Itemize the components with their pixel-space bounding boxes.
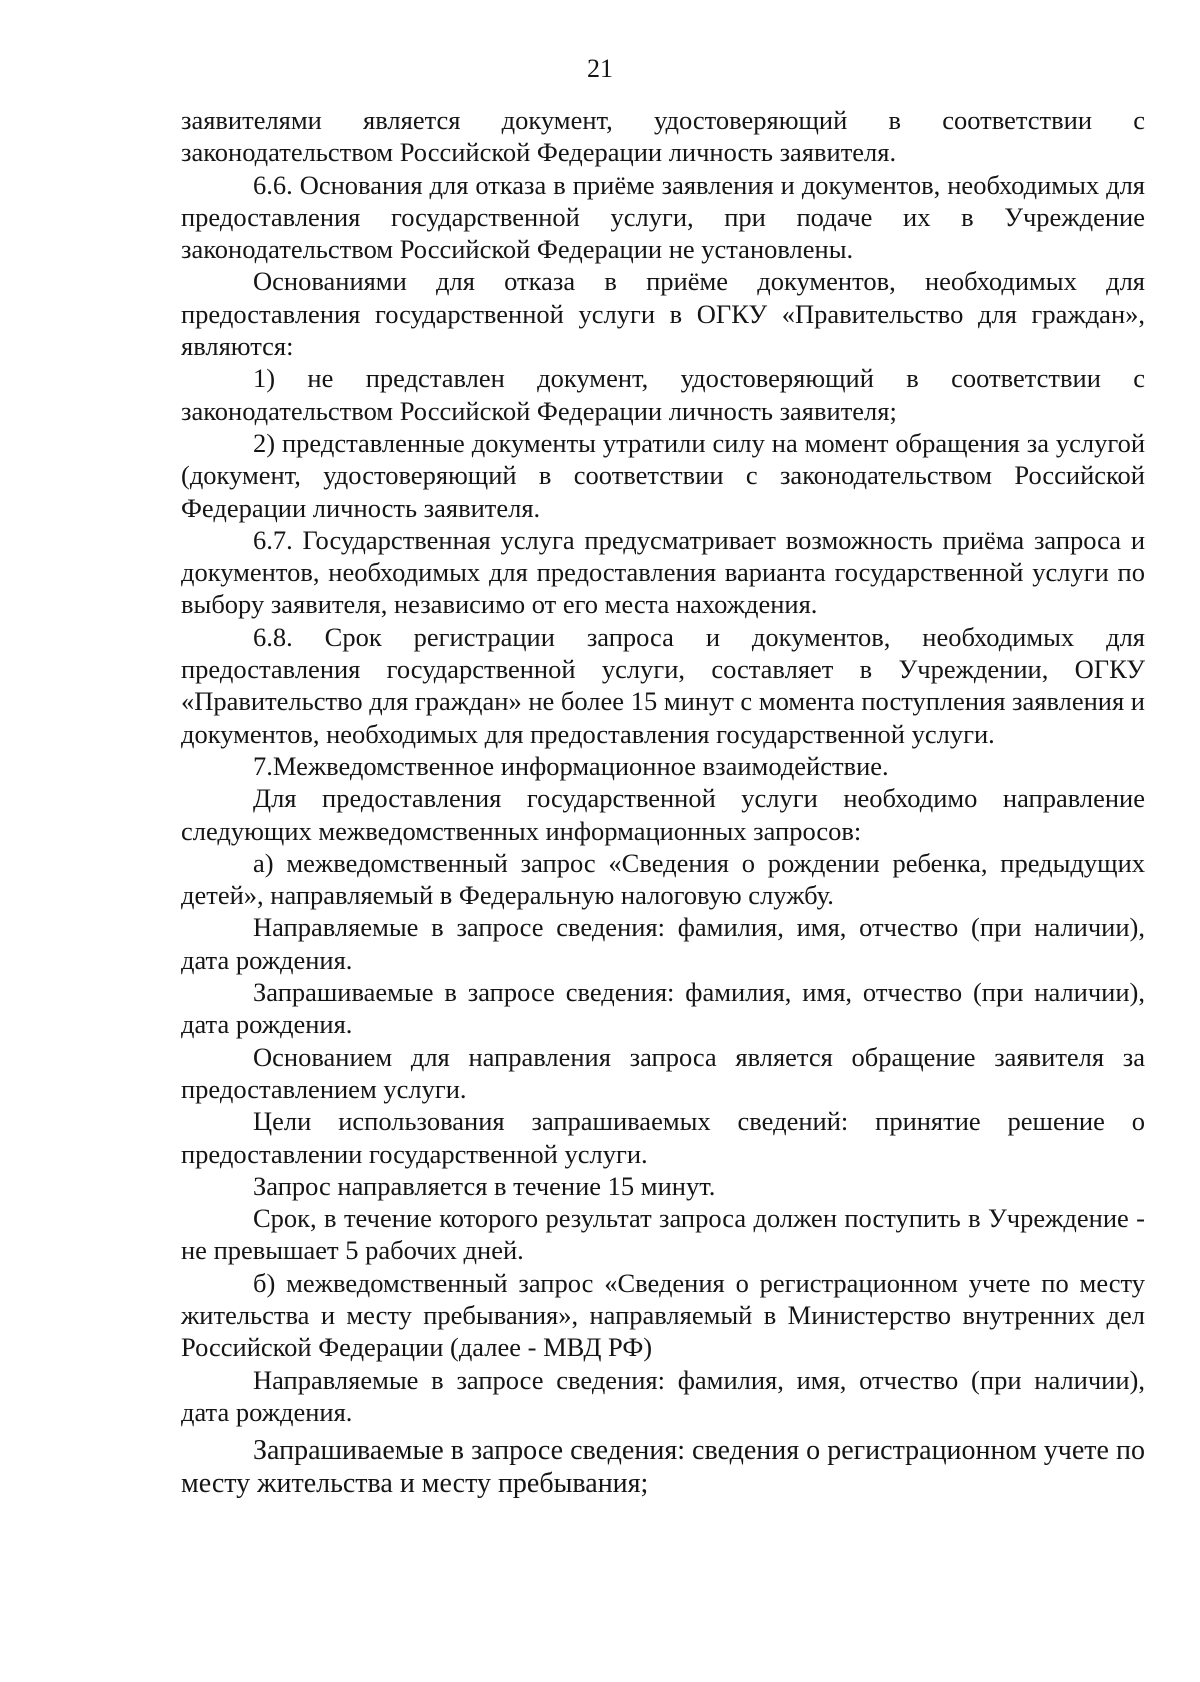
paragraph: 6.7. Государственная услуга предусматривает возможность приёма запроса и документов, необходимых для предоставления варианта государственной услуги по выбору заявителя, независимо от его места нахождения. — [181, 524, 1145, 620]
paragraph: заявителями является документ, удостоверяющий в соответствии с законодательством Российской Федерации личность заявителя. — [181, 105, 1145, 168]
paragraph: Запрашиваемые в запросе сведения: фамилия, имя, отчество (при наличии), дата рождения. — [181, 977, 1145, 1040]
section-heading: 7.Межведомственное информационное взаимодействие. — [253, 750, 889, 781]
paragraph: Основаниями для отказа в приёме документов, необходимых для предоставления государственной услуги в ОГКУ «Правительство для граждан», являются: — [181, 266, 1145, 362]
document-body — [181, 104, 1145, 1500]
paragraph: Направляемые в запросе сведения: фамилия, имя, отчество (при наличии), дата рождения. — [181, 1364, 1145, 1427]
paragraph: 2) представленные документы утратили силу на момент обращения за услугой (документ, удостоверяющий в соответствии с законодательством Российской Федерации личность заявителя. — [181, 427, 1145, 523]
paragraph: 6.8. Срок регистрации запроса и документов, необходимых для предоставления государственной услуги, составляет в Учреждении, ОГКУ «Правительство для граждан» не более 15 минут с момента поступления заявления и документов, необходимых для предоставления государственной услуги. — [181, 621, 1145, 749]
paragraph: а) межведомственный запрос «Сведения о рождении ребенка, предыдущих детей», направляемый в Федеральную налоговую службу. — [181, 847, 1145, 911]
paragraph: 6.6. Основания для отказа в приёме заявления и документов, необходимых для предоставления государственной услуги, при подаче их в Учреждение законодательством Российской Федерации не установлены. — [181, 169, 1145, 265]
paragraph: Срок, в течение которого результат запроса должен поступить в Учреждение - не превышает 5 рабочих дней. — [181, 1203, 1145, 1266]
paragraph: б) межведомственный запрос «Сведения о регистрационном учете по месту жительства и месту пребывания», направляемый в Министерство внутренних дел Российской Федерации (далее - МВД РФ) — [181, 1267, 1145, 1363]
paragraph: Цели использования запрашиваемых сведений: принятие решение о предоставлении государственной услуги. — [181, 1106, 1145, 1169]
page-number: 21 — [587, 54, 613, 83]
paragraph-last: Запрашиваемые в запросе сведения: сведения о регистрационном учете по месту жительства и месту пребывания; — [181, 1435, 1145, 1500]
paragraph: Запрос направляется в течение 15 минут. — [253, 1170, 716, 1201]
paragraph: Для предоставления государственной услуги необходимо направление следующих межведомственных информационных запросов: — [181, 783, 1145, 846]
paragraph: 1) не представлен документ, удостоверяющий в соответствии с законодательством Российской Федерации личность заявителя; — [181, 363, 1145, 426]
paragraph: Направляемые в запросе сведения: фамилия, имя, отчество (при наличии), дата рождения. — [181, 912, 1145, 975]
paragraph: Основанием для направления запроса является обращение заявителя за предоставлением услуги. — [181, 1041, 1145, 1104]
